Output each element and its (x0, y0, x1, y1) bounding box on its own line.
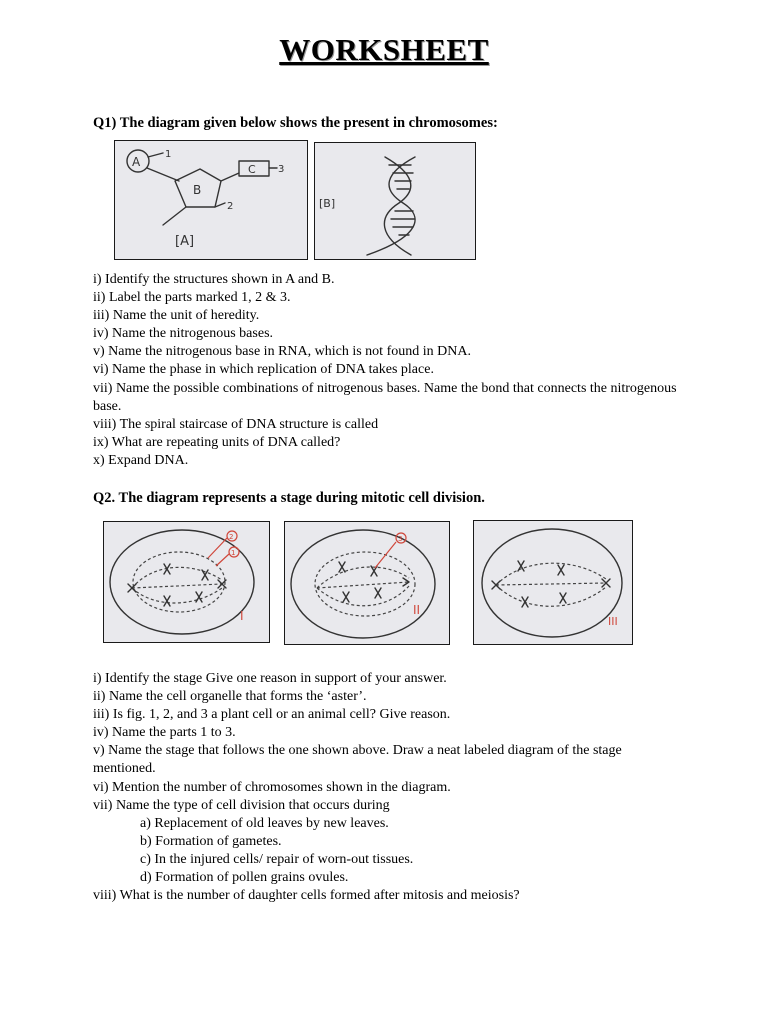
mark-3: 3 (398, 535, 403, 543)
q1-item: vi) Name the phase in which replication of DNA takes place. (93, 362, 434, 378)
cell-figure-1 (103, 521, 270, 643)
q2-subitem: c) In the injured cells/ repair of worn-out tissues. (140, 851, 414, 867)
figure-2-caption: II (413, 603, 421, 617)
q2-item: vi) Mention the number of chromosomes shown in the diagram. (93, 779, 451, 795)
q1-item: viii) The spiral staircase of DNA structure is called (93, 416, 379, 432)
label-c: C (248, 163, 256, 176)
q1-item: x) Expand DNA. (93, 452, 189, 468)
label-1: 1 (165, 149, 172, 160)
q1-questions (93, 271, 683, 470)
figure-3-caption: III (608, 615, 618, 628)
q2-item: ii) Name the cell organelle that forms the ‘aster’. (93, 689, 367, 705)
q1-item: iii) Name the unit of heredity. (93, 308, 260, 324)
q2-subitem: b) Formation of gametes. (140, 833, 282, 849)
q2-questions (93, 670, 683, 905)
mark-2: 2 (229, 533, 234, 541)
q1-item: ii) Label the parts marked 1, 2 & 3. (93, 290, 291, 306)
label-3: 3 (278, 164, 285, 175)
q2-item: vii) Name the type of cell division that occurs during (93, 797, 390, 813)
q2-item: v) Name the stage that follows the one shown above. Draw a neat labeled diagram of the stage mentioned. (93, 743, 622, 777)
q2-subitem: d) Formation of pollen grains ovules. (140, 870, 349, 886)
q1-item: v) Name the nitrogenous base in RNA, which is not found in DNA. (93, 344, 471, 360)
q1-item: iv) Name the nitrogenous bases. (93, 326, 274, 342)
label-2: 2 (227, 201, 234, 212)
q1-heading: Q1) The diagram given below shows the present in chromosomes: (93, 115, 498, 131)
mark-1: 1 (231, 549, 236, 557)
q2-item: iv) Name the parts 1 to 3. (93, 725, 236, 741)
label-b: B (193, 183, 202, 197)
q1-item: ix) What are repeating units of DNA called? (93, 434, 341, 450)
q2-heading: Q2. The diagram represents a stage during mitotic cell division. (93, 490, 485, 506)
q1-item: i) Identify the structures shown in A and B. (93, 272, 335, 287)
q2-item: viii) What is the number of daughter cells formed after mitosis and meiosis? (93, 888, 520, 904)
figure-1-caption: I (240, 609, 244, 623)
nucleotide-figure (114, 140, 308, 260)
q2-subitem: a) Replacement of old leaves by new leaves. (140, 815, 389, 831)
worksheet-title: WORKSHEET (279, 32, 489, 67)
figure-b-caption: [B] (319, 197, 336, 210)
cell-figure-2 (284, 521, 450, 645)
cell-figure-3 (473, 520, 633, 645)
q2-item: iii) Is fig. 1, 2, and 3 a plant cell or an animal cell? Give reason. (93, 707, 451, 723)
dna-helix-figure (314, 142, 476, 260)
figure-a-caption: [A] (175, 234, 195, 249)
q2-item: i) Identify the stage Give one reason in support of your answer. (93, 671, 447, 686)
q1-item: vii) Name the possible combinations of nitrogenous bases. Name the bond that connects the nitrogenous base. (93, 380, 677, 414)
label-a: A (132, 155, 141, 169)
